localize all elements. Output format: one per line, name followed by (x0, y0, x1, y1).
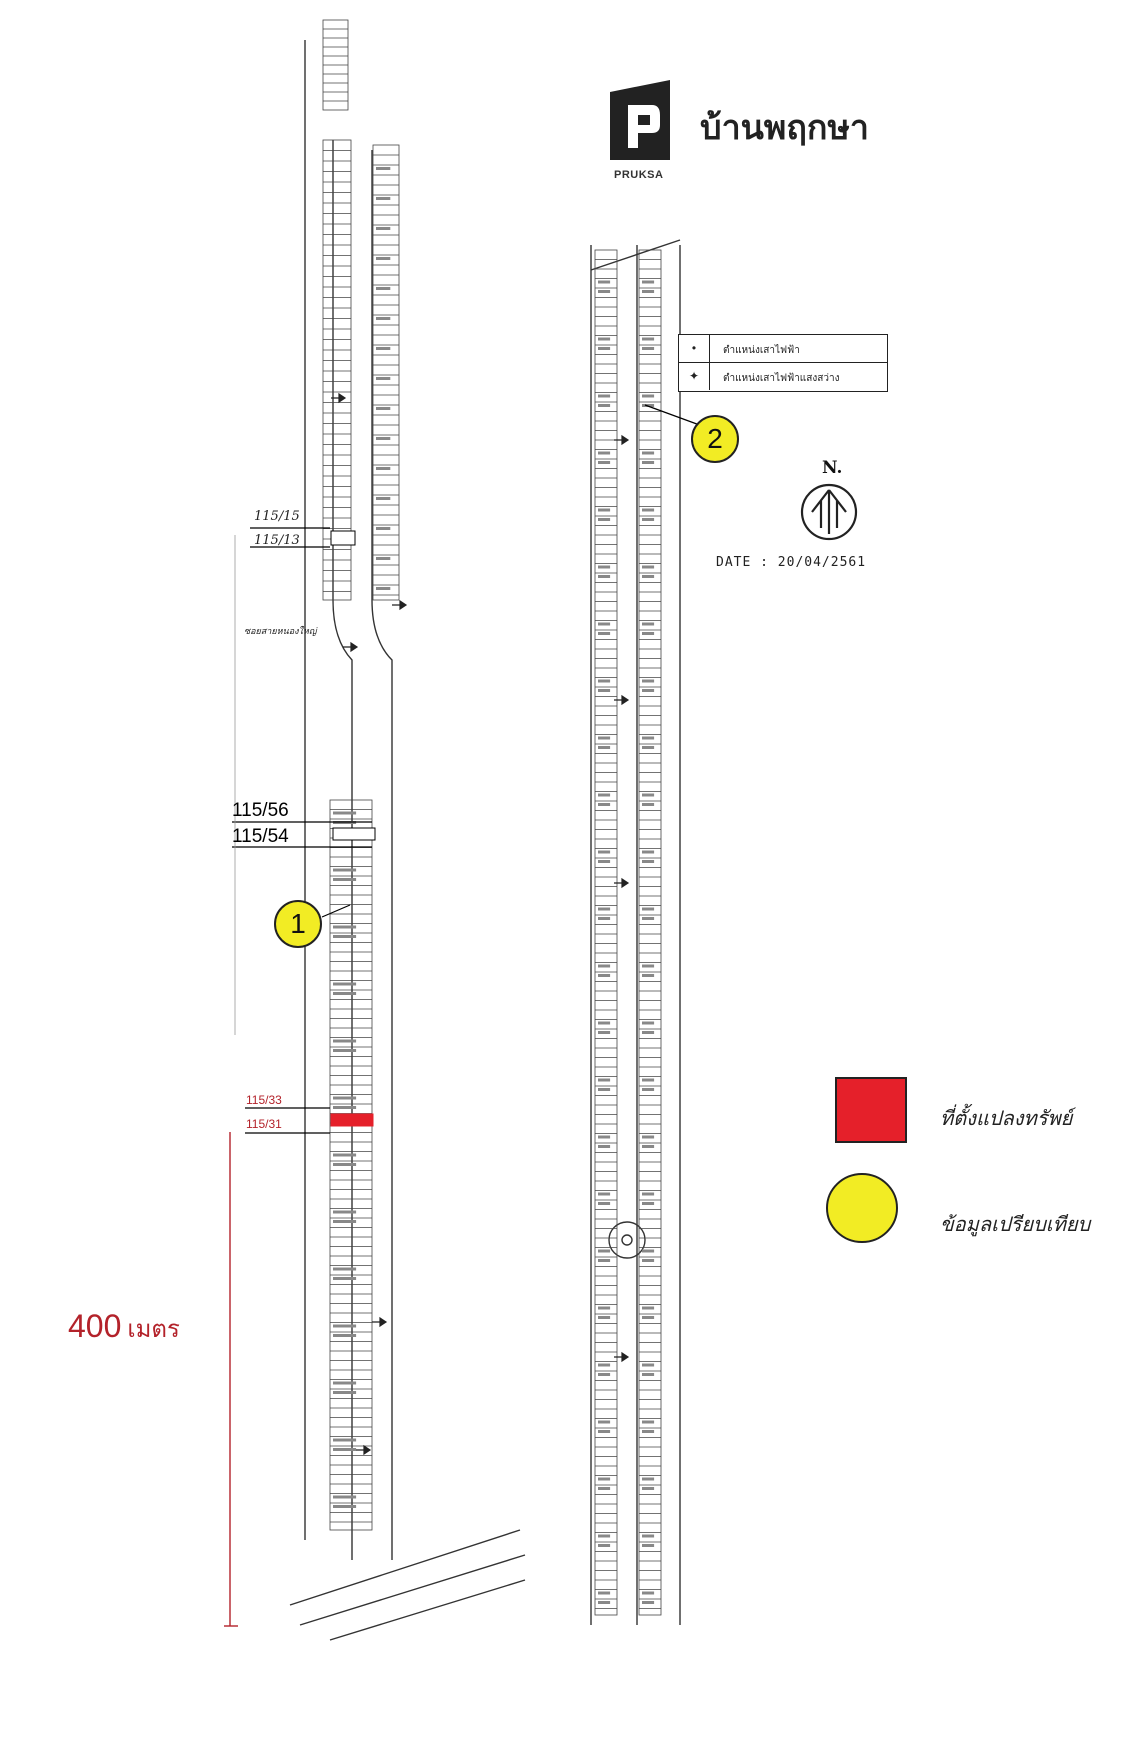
right-west-lot-number (598, 452, 610, 455)
right-west-lot-number (598, 1478, 610, 1481)
right-east-lot-number (642, 746, 654, 749)
right-west-lot-number (598, 1031, 610, 1034)
pruksa-logo-icon (610, 80, 670, 160)
left-east-lot-number (376, 287, 390, 290)
brand-name: บ้านพฤกษา (700, 108, 870, 148)
right-west-lot-number (598, 1364, 610, 1367)
right-east-lot-number (642, 1259, 654, 1262)
left-lower-lot-number (333, 1211, 356, 1214)
left-east-lot-number (376, 557, 390, 560)
legend-comparable-label: ข้อมูลเปรียบเทียบ (940, 1212, 1091, 1236)
right-west-lot-number (598, 281, 610, 284)
left-lower-lot-number (333, 935, 356, 938)
left-lower-lot-number (333, 1220, 356, 1223)
right-east-lot-number (642, 1316, 654, 1319)
left-lower-lot-number (333, 926, 356, 929)
legend-red-square-icon (836, 1078, 906, 1142)
left-east-lot-number (376, 347, 390, 350)
scale-unit: เมตร (127, 1316, 180, 1343)
right-west-lot-number (598, 1601, 610, 1604)
left-lower-lot-number (333, 1154, 356, 1157)
left-lower-lot-number (333, 1505, 356, 1508)
road-left-edge (372, 150, 392, 1560)
right-west-lot-number (598, 1421, 610, 1424)
right-west-lot-number (598, 965, 610, 968)
right-east-lot-number (642, 566, 654, 569)
right-east-lot-number (642, 1145, 654, 1148)
right-west-lot-number (598, 1307, 610, 1310)
right-east-lot-number (642, 689, 654, 692)
right-west-lot-number (598, 575, 610, 578)
right-west-lot-number (598, 1430, 610, 1433)
right-west-lot-number (598, 974, 610, 977)
left-lower-lot-number (333, 1496, 356, 1499)
left-east-lot-number (376, 527, 390, 530)
right-west-lot-number (598, 1259, 610, 1262)
north-label: N. (822, 458, 843, 478)
right-west-lot-number (598, 1535, 610, 1538)
main-road-3 (330, 1580, 525, 1640)
right-east-lot-number (642, 632, 654, 635)
pole-legend-row (679, 335, 887, 363)
right-west-lot-number (598, 1193, 610, 1196)
address-label: 115/54 (232, 826, 289, 847)
left-lower-lot-number (333, 1268, 356, 1271)
left-east-lot-number (376, 497, 390, 500)
pole-arrow-icon (392, 601, 406, 609)
right-east-lot-number (642, 575, 654, 578)
right-east-lot-number (642, 737, 654, 740)
left-east-lot-number (376, 467, 390, 470)
right-west-lot-number (598, 794, 610, 797)
roundabout (609, 1222, 645, 1258)
right-west-lot-number (598, 395, 610, 398)
scale-value: 400 (68, 1308, 122, 1344)
side-note: ซอยสายหนองใหญ่ (244, 627, 317, 637)
left-lower-lot-number (333, 1334, 356, 1337)
right-east-lot-number (642, 338, 654, 341)
pole-dot-icon: • (679, 335, 710, 362)
scale-label (68, 1308, 180, 1348)
pole-legend-label: ตำแหน่งเสาไฟฟ้าแสงสว่าง (723, 373, 840, 384)
left-east-lot-number (376, 317, 390, 320)
left-lower-lot-number (333, 1097, 356, 1100)
road-left-upper (333, 140, 352, 1560)
left-lower-lot-number (333, 869, 356, 872)
right-west-lot-number (598, 1592, 610, 1595)
roundabout-center (622, 1235, 632, 1245)
leader-marker-1 (322, 905, 350, 917)
right-west-lot-number (598, 1022, 610, 1025)
right-west-lot-number (598, 461, 610, 464)
right-west-lot-number (598, 689, 610, 692)
right-west-lot-number (598, 1487, 610, 1490)
right-west-lot-number (598, 851, 610, 854)
left-lower-lot-number (333, 1382, 356, 1385)
right-east-lot-number (642, 908, 654, 911)
right-east-lot-number (642, 1136, 654, 1139)
right-east-lot-number (642, 1544, 654, 1547)
left-lower-lot-number (333, 1163, 356, 1166)
right-west-lot-number (598, 623, 610, 626)
left-lower-lot-number (333, 1049, 356, 1052)
right-west-lot-number (598, 803, 610, 806)
left-east-lot-number (376, 437, 390, 440)
right-west-lot-number (598, 746, 610, 749)
left-lower-lot-number (333, 1106, 356, 1109)
subject-plot (331, 1114, 373, 1126)
right-east-lot-number (642, 461, 654, 464)
right-east-lot-number (642, 680, 654, 683)
right-east-lot-number (642, 452, 654, 455)
right-west-lot-number (598, 1250, 610, 1253)
right-west-lot-number (598, 1544, 610, 1547)
right-west-lot-number (598, 509, 610, 512)
right-east-lot-number (642, 1592, 654, 1595)
white-plot-top (331, 531, 355, 545)
pole-arrow-icon (614, 879, 628, 887)
pole-legend (678, 334, 888, 392)
left-lower-lot-number (333, 983, 356, 986)
right-east-lot-number (642, 281, 654, 284)
left-lower-lot-number (333, 1391, 356, 1394)
date-label: DATE : 20/04/2561 (716, 555, 867, 570)
road-right-top (591, 240, 680, 270)
right-west-lot-number (598, 1079, 610, 1082)
address-label: 115/13 (254, 533, 300, 548)
left-lower-lot-number (333, 1439, 356, 1442)
left-lower-lot-number (333, 878, 356, 881)
pole-legend-row (679, 363, 887, 390)
address-label: 115/33 (246, 1093, 282, 1107)
right-east-lot-number (642, 347, 654, 350)
right-east-lot-number (642, 1250, 654, 1253)
right-east-lot-number (642, 1478, 654, 1481)
address-label: 115/56 (232, 800, 289, 821)
right-east-lot-number (642, 1031, 654, 1034)
left-lower-lot-number (333, 1325, 356, 1328)
left-lower-lot-number (333, 992, 356, 995)
pole-arrow-icon (372, 1318, 386, 1326)
address-label: 115/15 (254, 509, 300, 524)
right-west-lot-number (598, 737, 610, 740)
right-west-lot-number (598, 1316, 610, 1319)
right-west-lot-number (598, 518, 610, 521)
right-west-lot-number (598, 347, 610, 350)
right-west-strip (595, 250, 617, 1615)
right-east-lot-number (642, 1601, 654, 1604)
left-lower-lot-number (333, 1277, 356, 1280)
right-west-lot-number (598, 338, 610, 341)
right-east-lot-number (642, 1430, 654, 1433)
left-lower-lot-number (333, 1448, 356, 1451)
left-east-strip (373, 145, 399, 600)
right-west-lot-number (598, 1373, 610, 1376)
white-plot-mid (333, 828, 375, 840)
left-east-lot-number (376, 167, 390, 170)
right-east-lot-number (642, 509, 654, 512)
left-east-lot-number (376, 227, 390, 230)
right-east-lot-number (642, 1022, 654, 1025)
right-east-lot-number (642, 851, 654, 854)
right-east-lot-number (642, 917, 654, 920)
legend-yellow-circle-icon (827, 1174, 897, 1242)
right-east-lot-number (642, 1373, 654, 1376)
left-lower-lot-number (333, 812, 356, 815)
left-east-lot-number (376, 377, 390, 380)
right-east-strip (639, 250, 661, 1615)
right-east-lot-number (642, 974, 654, 977)
light-pole-icon: ✦ (679, 363, 710, 390)
comparable-marker-1: 1 (274, 900, 322, 948)
right-east-lot-number (642, 860, 654, 863)
right-east-lot-number (642, 1079, 654, 1082)
right-east-lot-number (642, 623, 654, 626)
right-east-lot-number (642, 803, 654, 806)
pole-arrow-icon (614, 436, 628, 444)
right-west-lot-number (598, 290, 610, 293)
right-west-lot-number (598, 632, 610, 635)
right-west-lot-number (598, 1145, 610, 1148)
right-east-lot-number (642, 1193, 654, 1196)
comparable-marker-2: 2 (691, 415, 739, 463)
brand-sub: PRUKSA (614, 169, 664, 181)
pole-legend-label: ตำแหน่งเสาไฟฟ้า (723, 345, 800, 356)
right-east-lot-number (642, 1535, 654, 1538)
right-east-lot-number (642, 1421, 654, 1424)
left-lower-lot-number (333, 1040, 356, 1043)
right-west-lot-number (598, 1202, 610, 1205)
left-east-lot-number (376, 197, 390, 200)
left-east-lot-number (376, 407, 390, 410)
left-east-lot-number (376, 257, 390, 260)
address-label: 115/31 (246, 1117, 282, 1131)
right-west-lot-number (598, 1136, 610, 1139)
pole-arrow-icon (356, 1446, 370, 1454)
right-east-lot-number (642, 1088, 654, 1091)
pole-arrow-icon (614, 696, 628, 704)
right-west-lot-number (598, 680, 610, 683)
right-east-lot-number (642, 1202, 654, 1205)
right-east-lot-number (642, 1487, 654, 1490)
right-west-lot-number (598, 566, 610, 569)
right-east-lot-number (642, 395, 654, 398)
right-west-lot-number (598, 908, 610, 911)
right-east-lot-number (642, 1307, 654, 1310)
right-east-lot-number (642, 290, 654, 293)
left-east-lot-number (376, 587, 390, 590)
right-west-lot-number (598, 917, 610, 920)
north-arrow-icon (802, 485, 856, 539)
pole-arrow-icon (614, 1353, 628, 1361)
right-east-lot-number (642, 518, 654, 521)
right-west-lot-number (598, 404, 610, 407)
right-east-lot-number (642, 794, 654, 797)
right-east-lot-number (642, 1364, 654, 1367)
right-west-lot-number (598, 1088, 610, 1091)
right-east-lot-number (642, 965, 654, 968)
legend-subject-label: ที่ตั้งแปลงทรัพย์ (940, 1106, 1073, 1130)
right-west-lot-number (598, 860, 610, 863)
